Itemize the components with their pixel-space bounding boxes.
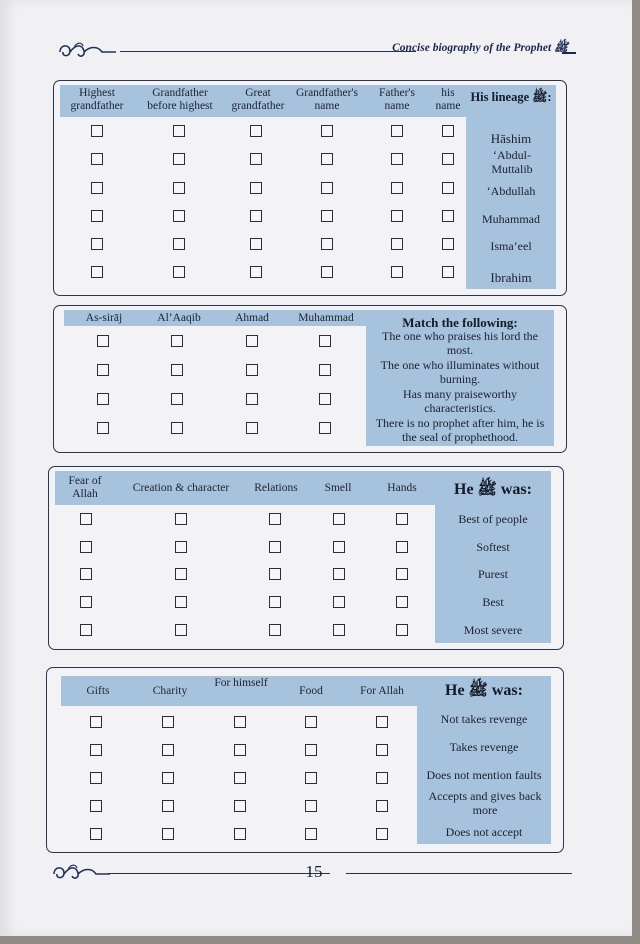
checkbox[interactable] — [91, 210, 103, 222]
checkbox[interactable] — [97, 335, 109, 347]
names-section — [53, 305, 567, 453]
checkbox[interactable] — [442, 182, 454, 194]
checkbox[interactable] — [376, 828, 388, 840]
trait-item: Most severe — [463, 623, 523, 637]
checkbox[interactable] — [391, 210, 403, 222]
checkbox[interactable] — [173, 210, 185, 222]
checkbox[interactable] — [175, 541, 187, 553]
checkbox[interactable] — [333, 568, 345, 580]
checkbox[interactable] — [269, 596, 281, 608]
checkbox[interactable] — [396, 624, 408, 636]
checkbox[interactable] — [333, 596, 345, 608]
checkbox[interactable] — [250, 125, 262, 137]
checkbox[interactable] — [175, 596, 187, 608]
checkbox[interactable] — [376, 716, 388, 728]
checkbox[interactable] — [305, 772, 317, 784]
checkbox[interactable] — [376, 744, 388, 756]
column-header: Ahmad — [235, 312, 269, 324]
checkbox[interactable] — [321, 125, 333, 137]
checkbox[interactable] — [80, 596, 92, 608]
ornament-icon — [50, 862, 112, 884]
trait-item: Takes revenge — [449, 740, 519, 754]
checkbox[interactable] — [175, 568, 187, 580]
column-header: For himself — [214, 677, 268, 689]
checkbox[interactable] — [442, 266, 454, 278]
checkbox[interactable] — [97, 364, 109, 376]
trait-item: Not takes revenge — [440, 712, 528, 726]
checkbox[interactable] — [173, 153, 185, 165]
checkbox[interactable] — [175, 513, 187, 525]
match-item: The one who illuminates without burning. — [380, 358, 540, 386]
column-header: Gifts — [86, 685, 110, 697]
checkbox[interactable] — [305, 828, 317, 840]
checkbox[interactable] — [305, 744, 317, 756]
checkbox[interactable] — [173, 125, 185, 137]
checkbox[interactable] — [319, 393, 331, 405]
checkbox[interactable] — [376, 772, 388, 784]
trait-item: Purest — [478, 567, 508, 581]
checkbox[interactable] — [171, 364, 183, 376]
lineage-item: Muhammad — [482, 212, 540, 226]
column-header: Great grandfather — [231, 87, 285, 112]
checkbox[interactable] — [234, 828, 246, 840]
checkbox[interactable] — [97, 393, 109, 405]
trait-item: Does not accept — [445, 825, 523, 839]
column-header: Smell — [324, 482, 352, 494]
ornament-icon — [56, 40, 118, 62]
checkbox[interactable] — [250, 153, 262, 165]
column-header: Relations — [254, 482, 298, 494]
checkbox[interactable] — [173, 182, 185, 194]
column-header: Grandfather's name — [295, 87, 359, 112]
match-heading: Match the following: — [402, 315, 518, 330]
column-header: Hands — [387, 482, 417, 494]
trait-item: Softest — [476, 540, 510, 554]
checkbox[interactable] — [91, 266, 103, 278]
checkbox[interactable] — [319, 422, 331, 434]
traits2-heading: He ﷺ was: — [445, 682, 523, 699]
page-number: 15 — [305, 862, 323, 881]
checkbox[interactable] — [396, 513, 408, 525]
page-header — [56, 34, 576, 64]
lineage-item: Hāshim — [490, 131, 532, 146]
checkbox[interactable] — [234, 716, 246, 728]
checkbox[interactable] — [321, 266, 333, 278]
checkbox[interactable] — [162, 716, 174, 728]
lineage-item: Ibrahim — [490, 270, 532, 285]
checkbox[interactable] — [80, 541, 92, 553]
checkbox[interactable] — [321, 238, 333, 250]
trait-item: Best of people — [458, 512, 528, 526]
checkbox[interactable] — [91, 238, 103, 250]
checkbox[interactable] — [246, 335, 258, 347]
column-header: Father's name — [379, 87, 415, 112]
checkbox[interactable] — [246, 364, 258, 376]
checkbox[interactable] — [90, 744, 102, 756]
checkbox[interactable] — [246, 422, 258, 434]
traits-section-1 — [48, 466, 564, 650]
lineage-item: ‘Abdullah — [486, 184, 536, 198]
trait-item: Does not mention faults — [426, 768, 542, 782]
checkbox[interactable] — [396, 596, 408, 608]
checkbox[interactable] — [171, 393, 183, 405]
column-header: As-sirāj — [85, 312, 123, 324]
checkbox[interactable] — [333, 624, 345, 636]
checkbox[interactable] — [80, 624, 92, 636]
checkbox[interactable] — [80, 568, 92, 580]
checkbox[interactable] — [97, 422, 109, 434]
checkbox[interactable] — [391, 182, 403, 194]
match-item: There is no prophet after him, he is the seal of prophethood. — [375, 416, 545, 444]
checkbox[interactable] — [162, 800, 174, 812]
checkbox[interactable] — [391, 238, 403, 250]
checkbox[interactable] — [162, 744, 174, 756]
checkbox[interactable] — [162, 828, 174, 840]
checkbox[interactable] — [442, 238, 454, 250]
checkbox[interactable] — [234, 772, 246, 784]
trait-item: Accepts and gives back more — [428, 789, 542, 817]
page-footer — [50, 856, 576, 890]
checkbox[interactable] — [269, 513, 281, 525]
checkbox[interactable] — [321, 153, 333, 165]
checkbox[interactable] — [173, 266, 185, 278]
checkbox[interactable] — [333, 541, 345, 553]
column-header: Fear of Allah — [68, 475, 102, 500]
checkbox[interactable] — [171, 422, 183, 434]
checkbox[interactable] — [91, 125, 103, 137]
column-header: Food — [299, 685, 323, 697]
checkbox[interactable] — [250, 210, 262, 222]
checkbox[interactable] — [162, 772, 174, 784]
checkbox[interactable] — [175, 624, 187, 636]
checkbox[interactable] — [321, 210, 333, 222]
checkbox[interactable] — [396, 568, 408, 580]
checkbox[interactable] — [171, 335, 183, 347]
checkbox[interactable] — [80, 513, 92, 525]
checkbox[interactable] — [250, 238, 262, 250]
checkbox[interactable] — [305, 716, 317, 728]
column-header: Muhammad — [298, 312, 354, 324]
trait-item: Best — [482, 595, 504, 609]
checkbox[interactable] — [319, 335, 331, 347]
checkbox[interactable] — [319, 364, 331, 376]
checkbox[interactable] — [376, 800, 388, 812]
checkbox[interactable] — [234, 744, 246, 756]
book-title: Concise biography of the Prophet ﷺ — [392, 42, 568, 54]
checkbox[interactable] — [250, 182, 262, 194]
traits-section-2 — [46, 667, 564, 853]
column-header: Creation & character — [132, 482, 230, 494]
checkbox[interactable] — [250, 266, 262, 278]
checkbox[interactable] — [442, 153, 454, 165]
match-item: Has many praiseworthy characteristics. — [403, 387, 517, 415]
column-header: Charity — [152, 685, 188, 697]
header-rule — [120, 51, 416, 52]
checkbox[interactable] — [91, 182, 103, 194]
checkbox[interactable] — [90, 772, 102, 784]
checkbox[interactable] — [90, 716, 102, 728]
checkbox[interactable] — [391, 153, 403, 165]
traits1-heading: He ﷺ was: — [454, 481, 532, 498]
checkbox[interactable] — [396, 541, 408, 553]
column-header: his name — [435, 87, 461, 112]
match-item: The one who praises his lord the most. — [382, 329, 538, 357]
checkbox[interactable] — [269, 568, 281, 580]
checkbox[interactable] — [305, 800, 317, 812]
checkbox[interactable] — [234, 800, 246, 812]
lineage-item: Isma’eel — [490, 239, 532, 253]
checkbox[interactable] — [442, 210, 454, 222]
footer-rule — [346, 873, 572, 874]
checkbox[interactable] — [91, 153, 103, 165]
lineage-section — [53, 80, 567, 296]
lineage-item: ‘Abdul-Muttalib — [491, 148, 533, 176]
checkbox[interactable] — [333, 513, 345, 525]
checkbox[interactable] — [90, 800, 102, 812]
column-header: Grandfather before highest — [147, 87, 213, 112]
column-header: Highest grandfather — [70, 87, 124, 112]
checkbox[interactable] — [391, 125, 403, 137]
checkbox[interactable] — [90, 828, 102, 840]
checkbox[interactable] — [269, 624, 281, 636]
lineage-heading: His lineage ﷺ: — [470, 90, 552, 104]
checkbox[interactable] — [442, 125, 454, 137]
checkbox[interactable] — [321, 182, 333, 194]
header-dash — [562, 52, 576, 54]
checkbox[interactable] — [246, 393, 258, 405]
column-header: For Allah — [360, 685, 404, 697]
column-header: Al’Aaqib — [157, 312, 201, 324]
checkbox[interactable] — [269, 541, 281, 553]
checkbox[interactable] — [173, 238, 185, 250]
checkbox[interactable] — [391, 266, 403, 278]
